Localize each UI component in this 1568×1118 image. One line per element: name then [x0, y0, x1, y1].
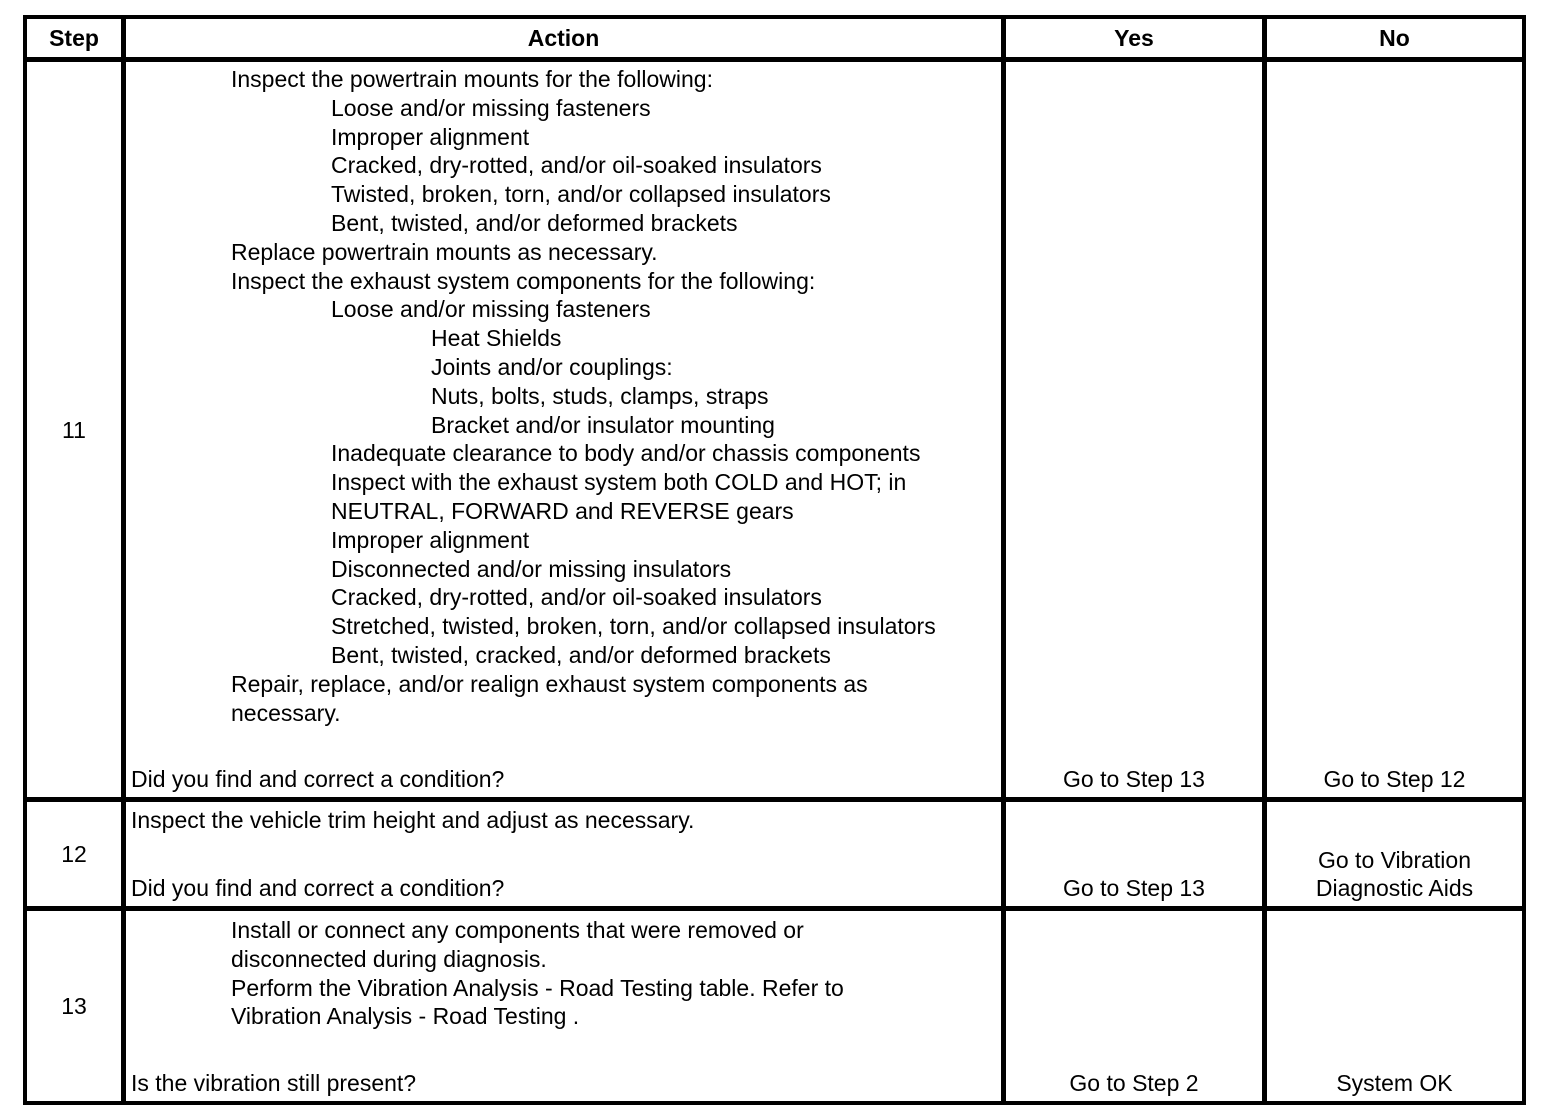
- action-line: Cracked, dry-rotted, and/or oil-soaked insulators: [331, 152, 822, 179]
- table-border-right: [1522, 15, 1526, 1105]
- header-divider: [23, 57, 1526, 62]
- action-line: necessary.: [231, 699, 341, 726]
- action-line: Heat Shields: [431, 325, 562, 352]
- step-number: 13: [61, 993, 87, 1019]
- yes-result: Go to Step 13: [1063, 875, 1205, 901]
- action-line: Loose and/or missing fasteners: [331, 94, 651, 121]
- action-line: Loose and/or missing fasteners: [331, 296, 651, 323]
- row-divider: [23, 906, 1526, 911]
- action-line: Improper alignment: [331, 526, 530, 553]
- action-line: Inadequate clearance to body and/or chassis components: [331, 440, 921, 467]
- header-yes: Yes: [1114, 25, 1154, 51]
- action-question: Did you find and correct a condition?: [131, 875, 505, 901]
- no-result: Diagnostic Aids: [1315, 875, 1474, 901]
- action-line: Bent, twisted, and/or deformed brackets: [331, 210, 738, 236]
- action-line: Disconnected and/or missing insulators: [331, 555, 732, 582]
- no-result: System OK: [1336, 1070, 1453, 1096]
- action-question: Did you find and correct a condition?: [131, 766, 505, 792]
- column-divider: [1001, 15, 1006, 1105]
- action-line: Bent, twisted, cracked, and/or deformed brackets: [331, 642, 831, 668]
- table-border-top: [23, 15, 1526, 19]
- action-line: Repair, replace, and/or realign exhaust system components as: [231, 670, 868, 697]
- action-line: Install or connect any components that were removed or: [231, 917, 804, 943]
- action-line: Improper alignment: [331, 123, 530, 150]
- step-number: 12: [61, 841, 87, 867]
- no-result: Go to Vibration: [1317, 847, 1471, 873]
- action-line: Cracked, dry-rotted, and/or oil-soaked insulators: [331, 584, 822, 611]
- column-divider: [121, 15, 126, 1105]
- row-divider: [23, 797, 1526, 802]
- action-line: disconnected during diagnosis.: [231, 945, 547, 972]
- action-line: Replace powertrain mounts as necessary.: [231, 238, 658, 265]
- action-line: Perform the Vibration Analysis - Road Testing table. Refer to: [231, 974, 844, 1001]
- action-line: Joints and/or couplings:: [431, 354, 673, 380]
- action-question: Is the vibration still present?: [131, 1070, 417, 1096]
- action-line: Inspect with the exhaust system both COLD and HOT; in: [331, 469, 907, 496]
- yes-result: Go to Step 13: [1063, 766, 1205, 792]
- action-line: Vibration Analysis - Road Testing .: [231, 1003, 580, 1030]
- header-action: Action: [527, 25, 600, 51]
- step-number: 11: [62, 417, 86, 443]
- table-border-left: [23, 15, 27, 1105]
- header-no: No: [1379, 25, 1410, 51]
- header-step: Step: [49, 25, 99, 51]
- action-line: Inspect the exhaust system components for the following:: [231, 267, 816, 294]
- table-border-bottom: [23, 1101, 1526, 1105]
- column-divider: [1262, 15, 1267, 1105]
- action-line: Inspect the vehicle trim height and adjust as necessary.: [131, 807, 695, 833]
- action-line: Bracket and/or insulator mounting: [431, 411, 775, 438]
- action-line: Nuts, bolts, studs, clamps, straps: [431, 382, 769, 409]
- action-line: NEUTRAL, FORWARD and REVERSE gears: [331, 498, 794, 524]
- yes-result: Go to Step 2: [1069, 1070, 1199, 1096]
- action-line: Stretched, twisted, broken, torn, and/or collapsed insulators: [331, 613, 936, 640]
- action-line: Twisted, broken, torn, and/or collapsed insulators: [331, 181, 831, 208]
- action-line: Inspect the powertrain mounts for the following:: [231, 66, 713, 92]
- no-result: Go to Step 12: [1323, 766, 1466, 792]
